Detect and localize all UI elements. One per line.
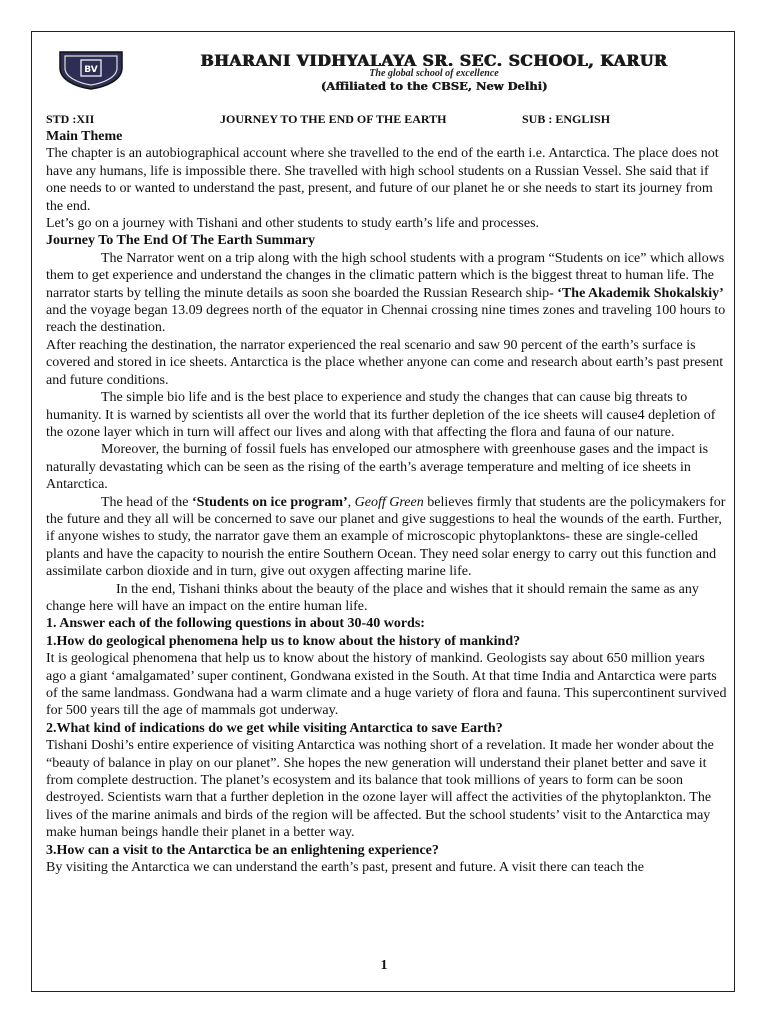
- summary-heading: Journey To The End Of The Earth Summary: [46, 233, 316, 249]
- std-label: STD :XII: [46, 112, 95, 126]
- school-affiliation: (Affiliated to the CBSE, New Delhi): [320, 79, 548, 93]
- summary-text: and the voyage began 13.09 degrees north of the equator in Chennai crossing nine times zones and traveling 100 hours to reach the destination.: [46, 303, 726, 336]
- info-line: [46, 112, 726, 128]
- school-header: [54, 48, 714, 94]
- person-name: Geoff Green: [354, 494, 424, 510]
- summary-paragraph-1: [46, 250, 727, 337]
- question-2: 2.What kind of indications do we get while visiting Antarctica to save Earth?: [46, 720, 503, 736]
- school-logo: [54, 48, 128, 90]
- summary-text: The head of the: [101, 494, 192, 510]
- main-theme-paragraph: The chapter is an autobiographical account where she travelled to the end of the earth i.e. Antarctica. The place does not have any humans, life is impossible there. She travelled with high school students on a Russian Vessel. She said that if one needs to or wanted to understand the past, present, and future of our planet he or she needs to start its journey from the end.: [46, 146, 719, 214]
- school-name: BHARANI VIDHYALAYA SR. SEC. SCHOOL, KARUR: [200, 51, 668, 70]
- main-theme-heading: Main Theme: [46, 129, 123, 144]
- qa-heading: 1. Answer each of the following questions in about 30-40 words:: [46, 616, 425, 632]
- summary-text: ,: [347, 494, 355, 510]
- question-1: 1.How do geological phenomena help us to know about the history of mankind?: [46, 633, 521, 649]
- question-3: 3.How can a visit to the Antarctica be an enlightening experience?: [46, 842, 439, 858]
- subject-label: SUB : ENGLISH: [522, 112, 611, 126]
- answer-3: By visiting the Antarctica we can understand the earth’s past, present and future. A visit there can teach the: [46, 860, 644, 876]
- summary-text: believes firmly that students are the policymakers for the future and they all will be concerned to save our planet and give suggestions to heal the wounds of the earth. Further, if anyone wishes to study, the narrator gave them an example of microscopic phytoplanktons- these are single-celled plants and have the capacity to nourish the entire Southern Ocean. They need solar energy to carry out this function and assimilate carbon dioxide and in turn, give out oxygen affecting marine life.: [46, 494, 726, 580]
- summary-paragraph-5: [46, 494, 727, 581]
- page-number: 1: [380, 958, 388, 973]
- summary-paragraph-3: The simple bio life and is the best place to experience and study the changes that can cause big threats to humanity. It is warned by scientists all over the world that its further depletion of the ice sheets will cause4 depletion of the ozone layer which in turn will affect our lives and along with that affecting the flora and fauna of our nature.: [46, 390, 716, 440]
- chapter-title: JOURNEY TO THE END OF THE EARTH: [220, 112, 447, 126]
- document-body: [46, 128, 727, 876]
- main-theme-paragraph-2: Let’s go on a journey with Tishani and other students to study earth’s life and processes.: [46, 216, 540, 232]
- summary-paragraph-2: After reaching the destination, the narrator experienced the real scenario and saw 90 percent of the earth’s surface is covered and stored in ice sheets. Antarctica is the place whether anyone can come and research about earth’s past present and future conditions.: [46, 337, 724, 388]
- answer-2: Tishani Doshi’s entire experience of visiting Antarctica was nothing short of a revelation. It made her wonder about the “beauty of balance in play on our planet”. She hopes the new generation will understand their planet better and save it from complete destruction. The planet’s ecosystem and its balance that took millions of years to form can be soon destroyed. Scientists warn that a further depletion in the ozone layer will affect the activities of the phytoplankton. The lives of the marine animals and birds of the region will be affected. But the school students’ visit to the Antarctica may make human beings handle their planet in a better way.: [46, 738, 714, 841]
- summary-text: The Narrator went on a trip along with the high school students with a program “Students on ice” which allows them to get experience and understand the changes in the climatic pattern which is the biggest threat to human life. The narrator starts by telling the minute details as soon she boarded the Russian Research ship-: [46, 250, 725, 301]
- summary-paragraph-4: Moreover, the burning of fossil fuels has enveloped our atmosphere with greenhouse gases and the impact is naturally devastating which can be seen as the rising of the earth’s average temperature and melting of ice sheets in Antarctica.: [46, 442, 709, 493]
- summary-paragraph-6: In the end, Tishani thinks about the beauty of the place and wishes that it should remain the same as any change here will have an impact on the entire human life.: [46, 581, 699, 614]
- ship-name: ‘The Akademik Shokalskiy’: [557, 285, 724, 301]
- logo-monogram: BV: [84, 65, 98, 75]
- school-motto: The global school of excellence: [369, 68, 499, 79]
- answer-1: It is geological phenomena that help us to know about the history of mankind. Geologists say about 650 million years ago a giant ‘amalgamated’ super continent, Gondwana existed in the South. At that time India and Antarctica were parts of the same landmass. Gondwana had a warm climate and a huge variety of flora and fauna. This supercontinent survived for 500 years till the age of mammals got underway.: [46, 651, 727, 719]
- program-name: ‘Students on ice program’: [191, 494, 348, 510]
